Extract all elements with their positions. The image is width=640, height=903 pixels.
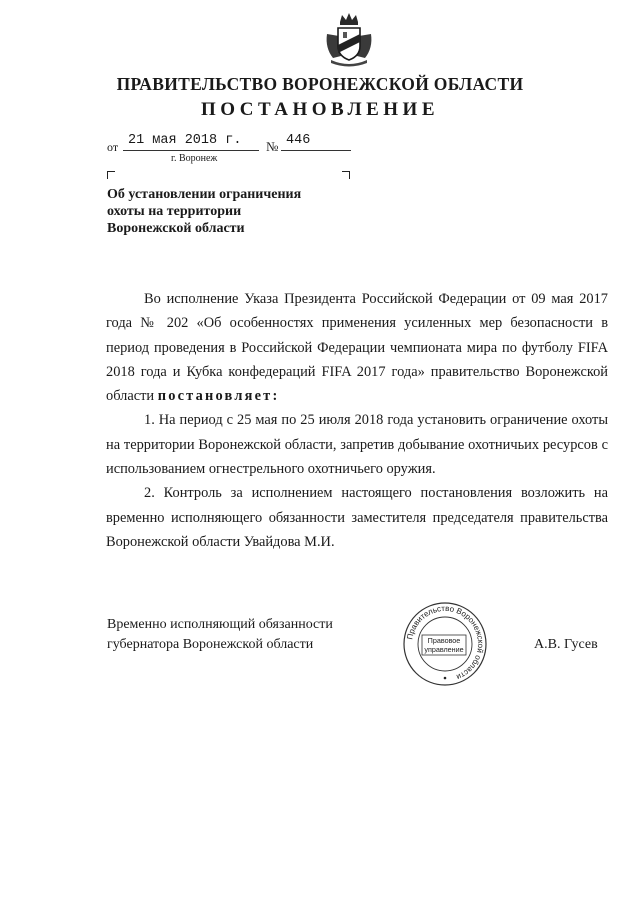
preamble-paragraph bbox=[106, 287, 608, 408]
clause-1-paragraph: 1. На период с 25 мая по 25 июля 2018 года установить ограничение охоты на территории Воронежской области, запретив добывание охотничьих ресурсов с использованием огнестрельного охотничьего оружия. bbox=[106, 412, 608, 478]
subject-line-3: Воронежской области bbox=[107, 221, 245, 236]
official-seal-stamp bbox=[402, 601, 488, 687]
resolves-word: постановляет: bbox=[157, 388, 280, 405]
date-value: 21 мая 2018 г. bbox=[128, 133, 242, 148]
document-body bbox=[106, 287, 608, 554]
subject-line-1: Об установлении ограничения bbox=[107, 187, 302, 202]
number-prefix: № bbox=[266, 139, 279, 154]
seal-center-line-1: Правовое bbox=[427, 636, 461, 645]
signer-name: А.В. Гусев bbox=[534, 637, 598, 652]
seal-center-line-2: управление bbox=[424, 645, 464, 654]
bracket-corner-left bbox=[107, 171, 115, 179]
date-prefix: от bbox=[107, 140, 119, 154]
number-value: 446 bbox=[286, 133, 311, 148]
signer-position-line-1: Временно исполняющий обязанности bbox=[107, 617, 333, 632]
signer-position-line-2: губернатора Воронежской области bbox=[107, 637, 314, 652]
bracket-corner-right bbox=[342, 171, 350, 179]
organization-title: ПРАВИТЕЛЬСТВО ВОРОНЕЖСКОЙ ОБЛАСТИ bbox=[116, 74, 524, 94]
signer-position bbox=[107, 615, 333, 655]
document-subject bbox=[107, 186, 347, 237]
document-type-title: ПОСТАНОВЛЕНИЕ bbox=[200, 99, 440, 120]
city-label: г. Воронеж bbox=[171, 153, 218, 164]
preamble-text: Во исполнение Указа Президента Российской Федерации от 09 мая 2017 года № 202 «Об особенностях применения усиленных мер безопасности в период проведения в Российской Федерации чемпионата мира по футболу FIFA 2018 года и Кубка конфедераций FIFA 2017 года» правительство Воронежской области bbox=[106, 291, 608, 405]
subject-line-2: охоты на территории bbox=[107, 204, 242, 219]
seal-ring-text: Правительство Воронежской области bbox=[405, 603, 486, 682]
date-underline bbox=[123, 150, 259, 151]
clause-2-paragraph: 2. Контроль за исполнением настоящего постановления возложить на временно исполняющего обязанности заместителя председателя правительства Воронежской области Увайдова М.И. bbox=[106, 485, 608, 550]
coat-of-arms-emblem bbox=[323, 12, 375, 68]
number-underline bbox=[281, 150, 351, 151]
seal-star-icon bbox=[444, 677, 447, 680]
